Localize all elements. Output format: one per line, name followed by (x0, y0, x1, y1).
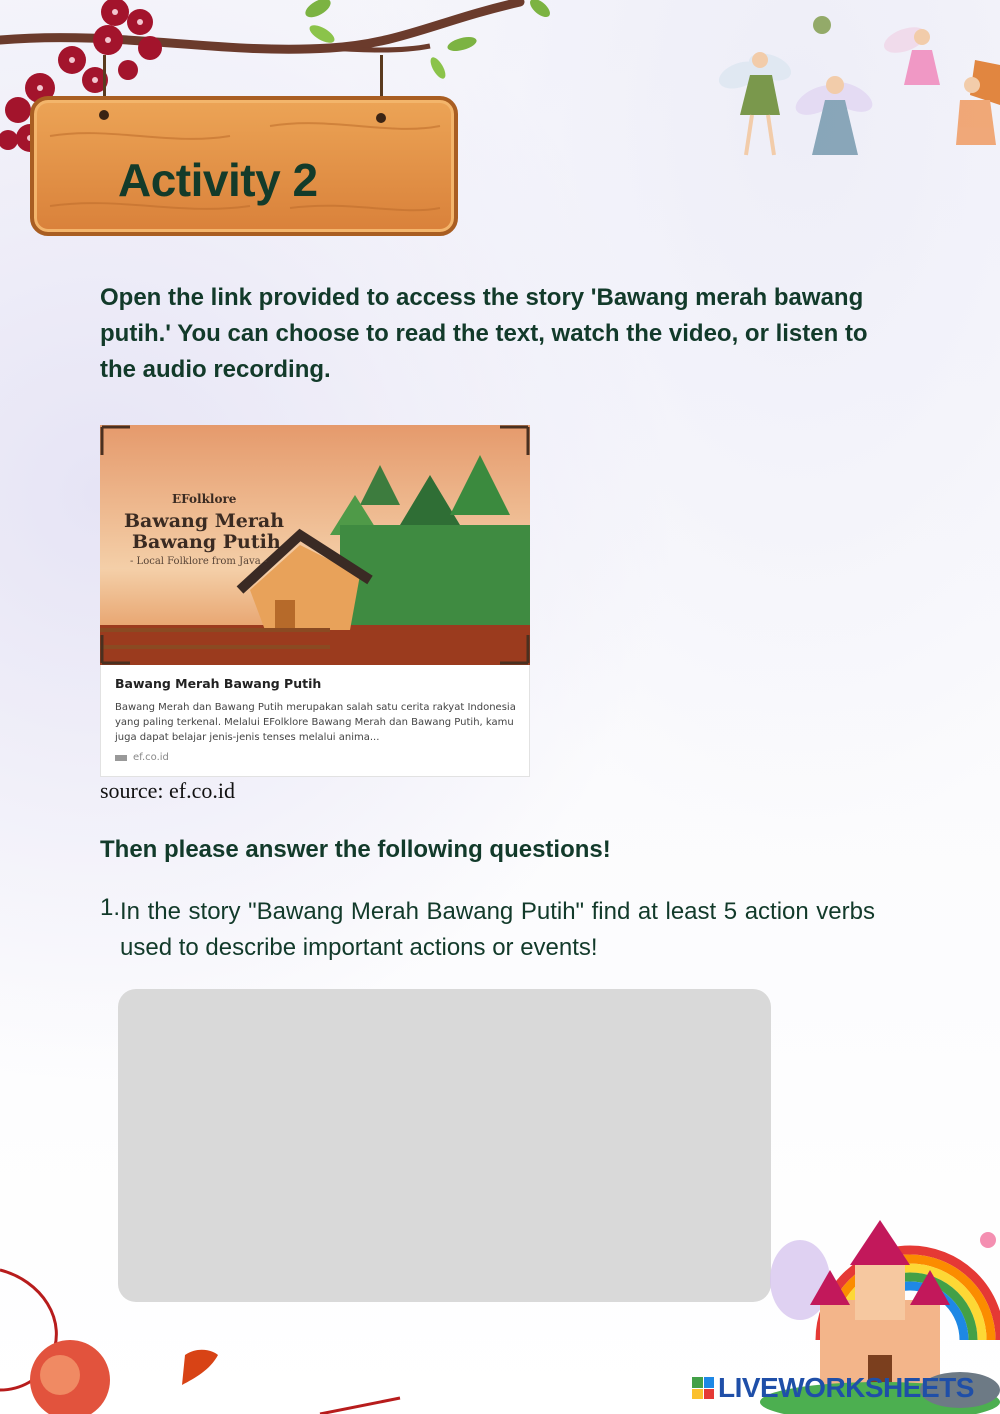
questions-instruction: Then please answer the following questions! (100, 836, 611, 863)
link-card-description: Bawang Merah dan Bawang Putih merupakan salah satu cerita rakyat Indonesia yang paling terkenal. Melalui EFolklore Bawang Merah dan Bawang Putih, kamu juga dapat belajar jenis-jenis tenses melalui anima... (115, 702, 516, 743)
activity-title: Activity 2 (118, 154, 318, 206)
liveworksheets-logo[interactable] (692, 1372, 974, 1404)
favicon-icon (115, 755, 127, 761)
link-card-domain-text: ef.co.id (133, 752, 169, 763)
answer-input[interactable] (118, 989, 771, 1302)
link-card-domain[interactable] (115, 752, 169, 763)
liveworksheets-logo-text: LIVEWORKSHEETS (718, 1372, 974, 1403)
link-card-title[interactable]: Bawang Merah Bawang Putih (115, 676, 322, 691)
nail-left (99, 110, 109, 120)
thumbnail-title-line1: Bawang Merah (124, 510, 285, 532)
fairies-illustration (700, 5, 1000, 195)
nail-right (376, 113, 386, 123)
thumbnail-brand: EFolklore (172, 492, 237, 506)
intro-instructions: Open the link provided to access the story 'Bawang merah bawang putih.' You can choose to read the text, watch the video, or listen to the audio recording. (100, 284, 868, 383)
source-note: source: ef.co.id (100, 778, 235, 803)
liveworksheets-logo-icon (692, 1377, 714, 1399)
question-number: 1. (100, 894, 121, 921)
thumbnail-subtitle: - Local Folklore from Java - (130, 556, 268, 567)
thumbnail-title-line2: Bawang Putih (132, 531, 281, 553)
question-text: In the story "Bawang Merah Bawang Putih" find at least 5 action verbs used to describe important actions or events! (120, 898, 875, 961)
bottom-flower-decoration (0, 1260, 420, 1414)
